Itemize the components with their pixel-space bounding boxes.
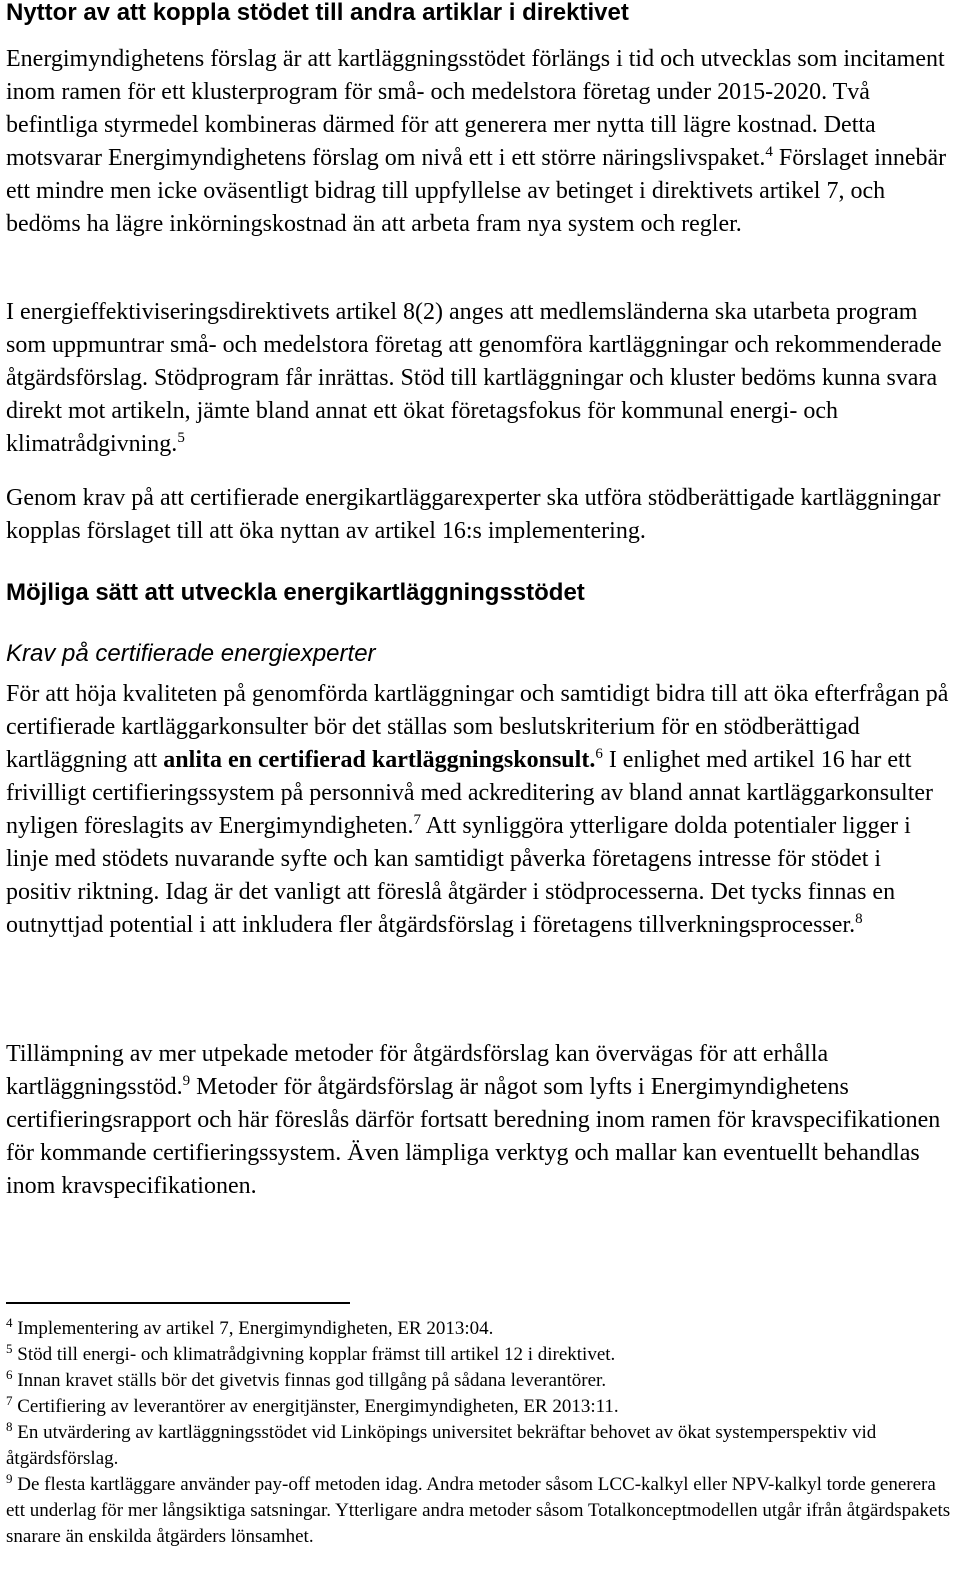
- section-heading-development: Möjliga sätt att utveckla energikartläggningsstödet: [6, 579, 585, 606]
- footnote-number: 4: [6, 1315, 13, 1330]
- footnote-number: 5: [6, 1341, 13, 1356]
- footnote-5: [6, 1342, 952, 1368]
- paragraph-methods-text-b: Metoder för åtgärdsförslag är något som lyfts i Energimyndighetens certifieringsrapport och här föreslås därför fortsatt beredning inom ramen för kravspecifikationen för kommande certifieringssystem. Även lämpliga verktyg och mallar kan eventuellt behandlas inom kravspecifikationen.: [6, 1074, 941, 1199]
- paragraph-article-8-text: I energieffektiviseringsdirektivets artikel 8(2) anges att medlemsländerna ska utarbeta program som uppmuntrar små- och medelstora företag att genomföra kartläggningar och rekommenderade åtgärdsförslag. Stödprogram får inrättas. Stöd till kartläggningar och kluster bedöms kunna svara direkt mot artikeln, jämte bland annat ett ökat företagsfokus för kommunal energi- och klimatrådgivning.: [6, 299, 942, 457]
- footnote-text: De flesta kartläggare använder pay-off metoden idag. Andra metoder såsom LCC-kalkyl eller NPV-kalkyl torde generera ett underlag för mer långsiktiga satsningar. Ytterligare andra metoder såsom Totalkonceptmodellen utgår ifrån åtgärdspakets snarare än enskilda åtgärders lönsamhet.: [6, 1474, 951, 1547]
- paragraph-proposal-text-a: Energimyndighetens förslag är att kartläggningsstödet förlängs i tid och utvecklas som incitament inom ramen för ett klusterprogram för små- och medelstora företag under 2015-2020. Två befintliga styrmedel kombineras därmed för att generera mer nytta till lägre kostnad. Detta motsvarar Energimyndighetens förslag om nivå ett i ett större näringslivspaket.: [6, 46, 945, 171]
- paragraph-article-8: [6, 296, 952, 461]
- subheading-certified-experts: Krav på certifierade energiexperter: [6, 640, 376, 667]
- footnote-text: Implementering av artikel 7, Energimyndigheten, ER 2013:04.: [12, 1318, 494, 1339]
- paragraph-certified-consultant: [6, 678, 952, 942]
- paragraph-article-16: Genom krav på att certifierade energikartläggarexperter ska utföra stödberättigade kartläggningar kopplas förslaget till att öka nyttan av artikel 16:s implementering.: [6, 485, 941, 544]
- footnote-ref-9[interactable]: 9: [182, 1073, 191, 1089]
- footnote-divider: [6, 1302, 350, 1304]
- footnote-text: Stöd till energi- och klimatrådgivning kopplar främst till artikel 12 i direktivet.: [12, 1344, 616, 1365]
- footnote-8: [6, 1420, 952, 1472]
- footnote-ref-8[interactable]: 8: [855, 911, 863, 927]
- footnote-number: 9: [6, 1471, 13, 1486]
- paragraph-methods: [6, 1038, 952, 1203]
- footnote-text: En utvärdering av kartläggningsstödet vid Linköpings universitet bekräftar behovet av ökat systemperspektiv vid åtgärdsförslag.: [6, 1422, 877, 1469]
- footnote-number: 6: [6, 1367, 13, 1382]
- footnote-ref-7[interactable]: 7: [413, 812, 421, 828]
- paragraph-methods-text-a: Tillämpning av mer utpekade metoder för åtgärdsförslag kan övervägas för att erhålla kartläggningsstöd.: [6, 1041, 829, 1100]
- footnote-ref-4[interactable]: 4: [765, 144, 773, 160]
- footnote-number: 7: [6, 1393, 13, 1408]
- footnote-4: [6, 1316, 952, 1342]
- footnotes: [6, 1316, 952, 1550]
- paragraph-certified-text-c: I enlighet med artikel 16 har ett frivilligt certifieringssystem på personnivå med ackreditering av bland annat kartläggarkonsulter nyligen föreslagits av Energimyndigheten.: [6, 747, 934, 839]
- footnote-ref-5[interactable]: 5: [177, 430, 185, 446]
- footnote-text: Innan kravet ställs bör det givetvis finnas god tillgång på sådana leverantörer.: [12, 1370, 607, 1391]
- footnote-number: 8: [6, 1419, 13, 1434]
- footnote-7: [6, 1394, 952, 1420]
- emphasis-period: .: [589, 747, 596, 773]
- footnote-text: Certifiering av leverantörer av energitjänster, Energimyndigheten, ER 2013:11.: [12, 1396, 619, 1417]
- paragraph-proposal: [6, 43, 952, 241]
- paragraph-certified-text-a: För att höja kvaliteten på genomförda kartläggningar och samtidigt bidra till att öka efterfrågan på certifierade kartläggarkonsulter bör det ställas som beslutskriterium för en stödberättigad kartläggning att: [6, 681, 949, 773]
- footnote-9: [6, 1472, 952, 1550]
- footnote-6: [6, 1368, 952, 1394]
- footnote-ref-6[interactable]: 6: [595, 746, 603, 762]
- paragraph-certified-text-d: Att synliggöra ytterligare dolda potentialer ligger i linje med stödets nuvarande syfte och kan samtidigt påverka företagens intresse för stödet i positiv riktning. Idag är det vanligt att föreslå åtgärder i stödprocesserna. Det tycks finnas en outnyttjad potential i att inkludera fler åtgärdsförslag i företagens tillverkningsprocesser.: [6, 813, 911, 938]
- emphasis-certified-consultant: anlita en certifierad kartläggningskonsult: [163, 747, 590, 773]
- paragraph-proposal-text-b: Förslaget innebär ett mindre men icke oväsentligt bidrag till uppfyllelse av betinget i direktivets artikel 7, och bedöms ha lägre inkörningskostnad än att arbeta fram nya system och regler.: [6, 145, 947, 237]
- section-heading-benefits: Nyttor av att koppla stödet till andra artiklar i direktivet: [6, 0, 629, 26]
